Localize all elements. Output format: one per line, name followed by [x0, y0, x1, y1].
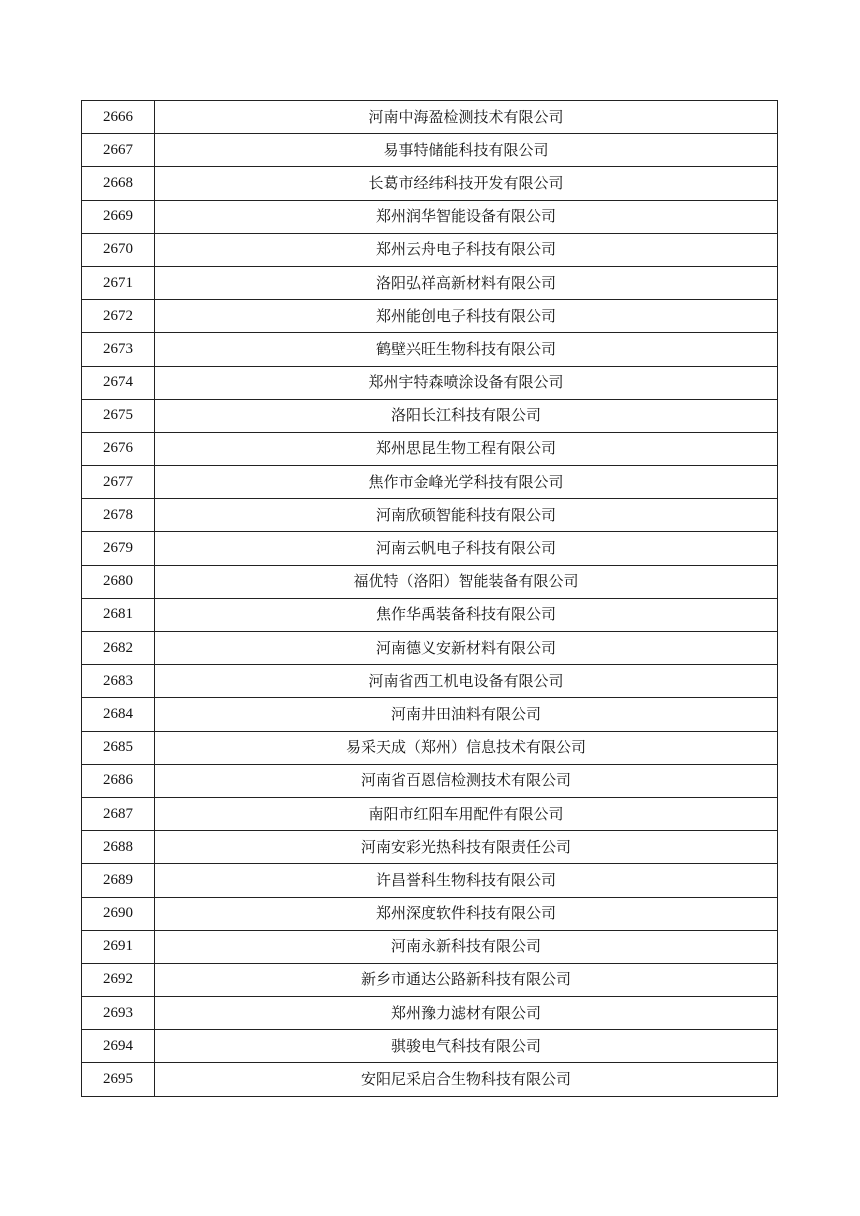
table-row [82, 565, 778, 598]
table-row [82, 698, 778, 731]
row-number: 2692 [82, 963, 155, 996]
company-name: 焦作华禹装备科技有限公司 [155, 598, 778, 631]
table-row [82, 101, 778, 134]
company-name: 郑州云舟电子科技有限公司 [155, 233, 778, 266]
table-row [82, 831, 778, 864]
table-row [82, 333, 778, 366]
company-name: 郑州深度软件科技有限公司 [155, 897, 778, 930]
table-row [82, 1063, 778, 1096]
row-number: 2668 [82, 167, 155, 200]
table-row [82, 797, 778, 830]
table-row [82, 963, 778, 996]
table-row [82, 897, 778, 930]
row-number: 2690 [82, 897, 155, 930]
table-row [82, 499, 778, 532]
row-number: 2670 [82, 233, 155, 266]
company-name: 新乡市通达公路新科技有限公司 [155, 963, 778, 996]
company-name: 郑州宇特森喷涂设备有限公司 [155, 366, 778, 399]
row-number: 2694 [82, 1030, 155, 1063]
table-row [82, 466, 778, 499]
company-name: 焦作市金峰光学科技有限公司 [155, 466, 778, 499]
company-name: 鹤壁兴旺生物科技有限公司 [155, 333, 778, 366]
row-number: 2666 [82, 101, 155, 134]
row-number: 2678 [82, 499, 155, 532]
table-row [82, 134, 778, 167]
company-name: 易事特储能科技有限公司 [155, 134, 778, 167]
company-name: 河南井田油料有限公司 [155, 698, 778, 731]
row-number: 2689 [82, 864, 155, 897]
row-number: 2672 [82, 300, 155, 333]
company-name: 长葛市经纬科技开发有限公司 [155, 167, 778, 200]
row-number: 2681 [82, 598, 155, 631]
table-body [82, 101, 778, 1097]
table-row [82, 432, 778, 465]
row-number: 2686 [82, 764, 155, 797]
row-number: 2688 [82, 831, 155, 864]
company-name: 河南云帆电子科技有限公司 [155, 532, 778, 565]
company-name: 洛阳长江科技有限公司 [155, 399, 778, 432]
company-name: 许昌誉科生物科技有限公司 [155, 864, 778, 897]
row-number: 2685 [82, 731, 155, 764]
table-row [82, 632, 778, 665]
company-name: 福优特（洛阳）智能装备有限公司 [155, 565, 778, 598]
table-row [82, 399, 778, 432]
row-number: 2682 [82, 632, 155, 665]
row-number: 2691 [82, 930, 155, 963]
company-name: 河南永新科技有限公司 [155, 930, 778, 963]
table-row [82, 598, 778, 631]
table-row [82, 200, 778, 233]
company-name: 郑州能创电子科技有限公司 [155, 300, 778, 333]
row-number: 2680 [82, 565, 155, 598]
company-name: 洛阳弘祥高新材料有限公司 [155, 266, 778, 299]
row-number: 2687 [82, 797, 155, 830]
company-name: 河南德义安新材料有限公司 [155, 632, 778, 665]
table-row [82, 300, 778, 333]
company-name: 郑州润华智能设备有限公司 [155, 200, 778, 233]
row-number: 2669 [82, 200, 155, 233]
table-row [82, 731, 778, 764]
row-number: 2674 [82, 366, 155, 399]
row-number: 2667 [82, 134, 155, 167]
company-name: 南阳市红阳车用配件有限公司 [155, 797, 778, 830]
company-name: 郑州豫力滤材有限公司 [155, 997, 778, 1030]
row-number: 2683 [82, 665, 155, 698]
company-name: 河南安彩光热科技有限责任公司 [155, 831, 778, 864]
row-number: 2695 [82, 1063, 155, 1096]
row-number: 2684 [82, 698, 155, 731]
table-row [82, 764, 778, 797]
table-row [82, 1030, 778, 1063]
table-row [82, 665, 778, 698]
company-name: 河南省西工机电设备有限公司 [155, 665, 778, 698]
company-name: 安阳尼采启合生物科技有限公司 [155, 1063, 778, 1096]
table-row [82, 532, 778, 565]
table-row [82, 864, 778, 897]
table-row [82, 997, 778, 1030]
table-row [82, 930, 778, 963]
row-number: 2673 [82, 333, 155, 366]
row-number: 2676 [82, 432, 155, 465]
company-name: 河南欣硕智能科技有限公司 [155, 499, 778, 532]
company-name: 易采天成（郑州）信息技术有限公司 [155, 731, 778, 764]
row-number: 2693 [82, 997, 155, 1030]
company-name: 河南中海盈检测技术有限公司 [155, 101, 778, 134]
company-name: 郑州思昆生物工程有限公司 [155, 432, 778, 465]
row-number: 2677 [82, 466, 155, 499]
table-row [82, 366, 778, 399]
row-number: 2671 [82, 266, 155, 299]
company-name: 河南省百恩信检测技术有限公司 [155, 764, 778, 797]
company-name: 骐骏电气科技有限公司 [155, 1030, 778, 1063]
row-number: 2679 [82, 532, 155, 565]
row-number: 2675 [82, 399, 155, 432]
table-row [82, 233, 778, 266]
table-row [82, 167, 778, 200]
table-row [82, 266, 778, 299]
company-list-table [81, 100, 778, 1097]
